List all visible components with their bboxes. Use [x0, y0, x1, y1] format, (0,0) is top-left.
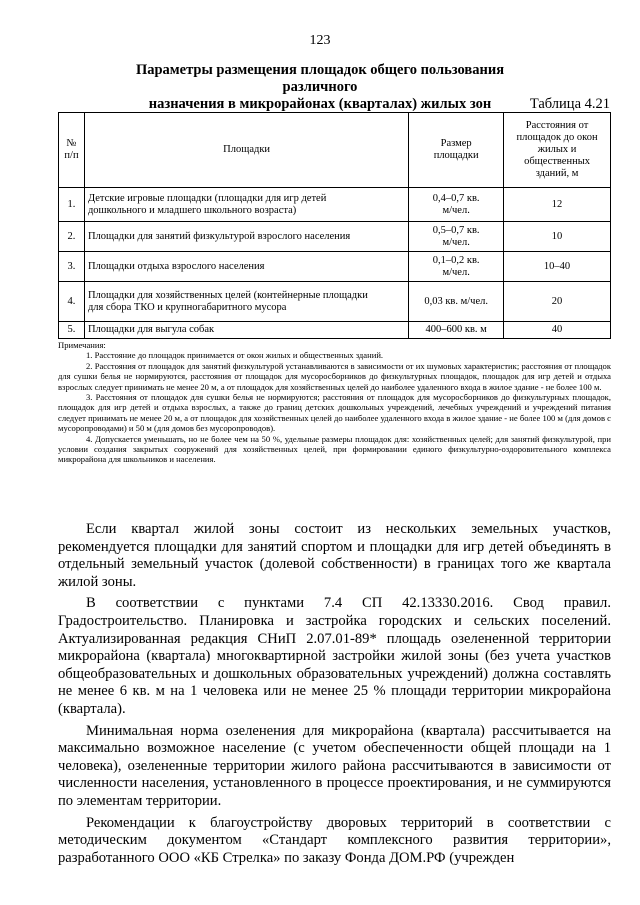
row-number: 1. — [59, 188, 85, 222]
header-name: Площадки — [84, 113, 408, 188]
row-name: Площадки для выгула собак — [84, 322, 408, 339]
note-item: 1. Расстояние до площадок принимается от окон жилых и общественных зданий. — [86, 350, 384, 361]
table-row — [59, 252, 611, 282]
table-number-label: Таблица 4.21 — [529, 96, 610, 112]
table-row — [59, 222, 611, 252]
parameters-table — [58, 112, 611, 339]
header-number: № п/п — [59, 113, 85, 188]
note-item: 4. Допускается уменьшать, но не более чем на 50 %, удельные размеры площадок для: хозяйственных целей; для занятий физкультурой, при условии создания закрытых сооружений для хозяйственных целей, при формировании единого физкультурно-оздоровительного комплекса микрорайона для школьников и населения. — [58, 433, 611, 465]
note-item: 3. Расстояния от площадок для сушки белья не нормируются; расстояния от площадок для мусоросборников до физкультурных площадок, площадок для игр детей и отдыха взрослых, а также до границ детских дошкольных учреждений, лечебных учреждений и учреждений питания следует принимать не менее 20 м, а от площадок для хозяйственных целей до наиболее удаленного входа в жилое здание - не более 100 м (для домов с мусоропроводами) и 50 м (для домов без мусоропроводов). — [58, 392, 611, 434]
notes-heading: Примечания: — [58, 340, 106, 350]
header-distance: Расстояния от площадок до окон жилых и общественных зданий, м — [504, 113, 611, 188]
body-text — [58, 521, 611, 871]
row-distance: 20 — [504, 282, 611, 322]
body-paragraph: В соответствии с пунктами 7.4 СП 42.13330.2016. Свод правил. Градостроительство. Планировка и застройка городских и сельских поселений. Актуализированная редакция СНиП 2.07.01-89* площадь озелененной территории микрорайона (квартала) многоквартирной застройки жилой зоны (без учета участков общеобразовательных и дошкольных образовательных учреждений) должна составлять не менее 6 кв. м на 1 человека или не менее 25 % площади территории микрорайона (квартала). — [58, 595, 611, 717]
row-name: Площадки для занятий физкультурой взрослого населения — [84, 222, 408, 252]
table-row — [59, 282, 611, 322]
row-number: 5. — [59, 322, 85, 339]
header-size: Размер площадки — [409, 113, 504, 188]
row-size: 0,4–0,7 кв. м/чел. — [409, 188, 504, 222]
table-notes — [58, 340, 611, 465]
page-number: 123 — [309, 33, 331, 48]
note-item: 2. Расстояния от площадок для занятий физкультурой устанавливаются в зависимости от их шумовых характеристик; расстояния от площадок для сушки белья не нормируются, расстояния от площадок для мусоросборников до физкультурных площадок, площадок для игр детей и отдыха взрослых следует принимать не менее 20 м, а от площадок для хозяйственных целей до наиболее удаленного входа в жилое здание - не более 100 м. — [58, 360, 611, 392]
row-size: 0,5–0,7 кв. м/чел. — [409, 222, 504, 252]
row-number: 2. — [59, 222, 85, 252]
body-paragraph: Если квартал жилой зоны состоит из нескольких земельных участков, рекомендуется площадки для занятий спортом и площадки для игр детей объединять в отдельный земельный участок (долевой собственности) в границах того же квартала жилой зоны. — [58, 521, 611, 590]
body-paragraph: Рекомендации к благоустройству дворовых территорий в соответствии с методическим документом «Стандарт комплексного развития территории», разработанного ООО «КБ Стрелка» по заказу Фонда ДОМ.РФ (учрежден — [58, 814, 611, 866]
table-title-line2: назначения в микрорайонах (кварталах) жилых зон — [148, 96, 492, 112]
table-header-row — [59, 113, 611, 188]
table-title-line1: Параметры размещения площадок общего пользования различного — [135, 62, 505, 95]
row-name: Детские игровые площадки (площадки для игр детей дошкольного и младшего школьного возраста) — [84, 188, 408, 222]
row-size: 400–600 кв. м — [409, 322, 504, 339]
row-distance: 40 — [504, 322, 611, 339]
row-size: 0,03 кв. м/чел. — [409, 282, 504, 322]
row-name: Площадки отдыха взрослого населения — [84, 252, 408, 282]
table-row — [59, 188, 611, 222]
row-distance: 12 — [504, 188, 611, 222]
body-paragraph: Минимальная норма озеленения для микрорайона (квартала) рассчитывается на максимально возможное население (с учетом обеспеченности общей площади на 1 человека), озелененные территории жилого района рассчитываются в зависимости от численности населения, установленного в процессе проектирования, и не суммируются по элементам территории. — [58, 722, 611, 809]
row-size: 0,1–0,2 кв. м/чел. — [409, 252, 504, 282]
table-title — [100, 62, 540, 113]
table-row — [59, 322, 611, 339]
row-distance: 10 — [504, 222, 611, 252]
row-distance: 10–40 — [504, 252, 611, 282]
row-number: 3. — [59, 252, 85, 282]
row-number: 4. — [59, 282, 85, 322]
row-name: Площадки для хозяйственных целей (контейнерные площадки для сбора ТКО и крупногабаритного мусора — [84, 282, 408, 322]
